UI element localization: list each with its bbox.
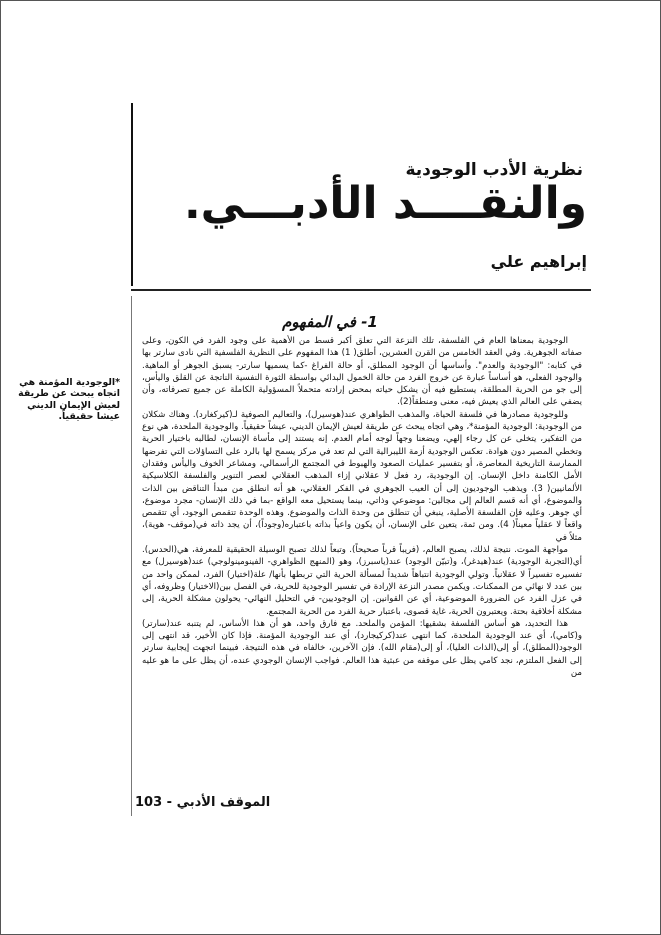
paragraph: مواجهة الموت. نتيجة لذلك، يصبح العالم، (فريباً قرباً صحيحاً). وتبعاً لذلك تصبح الوسيلة الحقيقية للمعرفة، هي(الحدس). أي(التجربة الوجودية) عند(هيدغر)، و(تبيّن الوجود) عند(ياسبرز)، وهو (المنهج الظواهري- الفينومينولوجي) عند(هوسيرل) مع تفسيره تفسيراً لا عقلانياً. وتولي الوجودية انتباهاً شديداً لمسألة الحرية التي تربطها بأنها/ علة(اختيار) الفرد، لممكن واحد من بين عدد لا نهائي من الممكنات. ويكمن مصدر النزعة الإرادة في تفسير الوجودية للحرية، في الفصل بين(الاختيار) وظروفه، أي في عزل الفرد عن الضرورة الموضوعية، أي عن القوانين. إن الوجوديين- في التحليل النهائي- يحولون مشكلة الحرية، إلى مشكلة أخلاقية بحتة. ويعتبرون الحرية، غاية قصوى، باعتبار حرية الفرد من الحرية المجتمع. (142, 545, 582, 617)
header-divider-horizontal (131, 289, 591, 291)
article-author: إبراهيم علي (490, 252, 587, 271)
paragraph: الوجودية بمعناها العام في الفلسفة، تلك النزعة التي تعلق أكبر قسط من الأهمية على وجود الفرد في الكون، وعلى صفاته الجوهرية. وفي العقد الخامس من القرن العشرين، أطلق( 1) هذا المفهوم على النظرية الفلسفية التي نادى سارتر بها في كتابه: "الوجودية والعدم". وأساسها أن الوجود المطلق، أو حالة الفراغ -كما يسميها سارتر- يسبق الجوهر أو الماهية. والوجود الفعلي، هو أساساً عبارة عن خروج الفرد من حالة الخمول البدائي بواسطة الثورة النفسية الناتجة عن القلق واليأس، إلى جو من الحرية المطلقة، يستطيع فيه أن يشكل حياته بمحض إرادته متحملاً المسؤولية الكاملة عن جميع تصرفاته، وأن يضفي على العالم الذي يعيش فيه، معنى ومنطقاً(2). (142, 336, 582, 408)
article-body (142, 335, 582, 792)
side-note: *الوجودية المؤمنة هي اتجاه يبحث عن طريقة لعيش الإيمان الديني عيشا حقيقياً. (18, 377, 120, 422)
paragraph: هذا التحديد، هو أساس الفلسفة بشقيها: المؤمن والملحد. مع فارق واحد، هو أن هذا الأساس، لم يتنبه عند(سارتر) و(كامي)، أي عند الوجودية الملحدة، كما انتهى عند(كركيجارد)، أي عند الوجودية المؤمنة. فإذا كان الأخير، قد انتهى إلى الوجود(المطلق)، أو إلى(الذات العليا)، أو إلى(مقام الله). فإن الآخرين، خالفاه في هذه النتيجة. فبينما اتجهت إيجابية سارتر إلى الفعل الملتزم، نجد كامي يظل على موقفه من عبثية هذا العالم. فواجب الإنسان الوجودي عنده، أن يظل على ما هو عليه من (142, 618, 582, 679)
title-divider-vertical (131, 103, 133, 286)
section-heading: 1- في المفهوم (282, 313, 378, 331)
paragraph: وللوجودية مصادرها في فلسفة الحياة، والمذهب الظواهري عند(هوسيرل)، والتعاليم الصوفية لـ(كيركغارد). وهناك شكلان من الوجودية: الوجودية المؤمنة*، وهي اتجاه يبحث عن طريقة لعيش الإيمان الديني، عيشاً حقيقياً. والوجودية الملحدة، هي نوع من التفكير، يتخلى عن كل رجاء إلهي، ويضعنا وجهاً لوجه أمام العدم. إنه يستند إلى مأساة الإنسان، لطالبه باختيار الحرية وتخطي المصير دون هوادة. تعكس الوجودية أزمة الليبرالية التي لم تعد في مركز يسمح لها بالرد على التساؤلات التي تفرضها الممارسة التاريخية المعاصرة، أو بتفسير عمليات الصعود والهبوط في المجتمع الرأسمالي، ومشاعر الخوف واليأس وفقدان الأمل الكامنة داخل الإنسان. إن الوجودية، رد فعل لا عقلاني إزاء المذهب العقلاني لعصر التنوير والفلسفة الكلاسيكية الألمانيين( 3). ويذهب الوجوديون إلى أن العيب الجوهري في الفكر العقلاني، هو أنه انطلق من مبدأ التناقض بين الذات والموضوع، أي أنه قسم العالم إلى مجالين: موضوعي وذاتي، بينما يستحيل معه الواقع -بما في ذلك الإنسان- مجرد موضوع، أي جوهر. وعليه فإن الفلسفة الأصلية، ينبغي أن تنطلق من وحدة الذات والموضوع. وهذه الوحدة تتقمص الوجود، أي تتقمص واقعاً لا عقلياً معيناً( 4). ومن ثمة، يتعين على الإنسان، أن يكون واعياً بذاته باعتباره(وجوداً)، أن يجد ذاته في(موقف- هوية)، مثلاً في (142, 409, 582, 543)
page-footer: الموقف الأدبي - 103 (135, 795, 271, 810)
column-divider-vertical (131, 296, 132, 816)
article-title: والنقــــد الأدبـــي. (183, 178, 587, 229)
article-subtitle: نظرية الأدب الوجودية (405, 160, 583, 180)
